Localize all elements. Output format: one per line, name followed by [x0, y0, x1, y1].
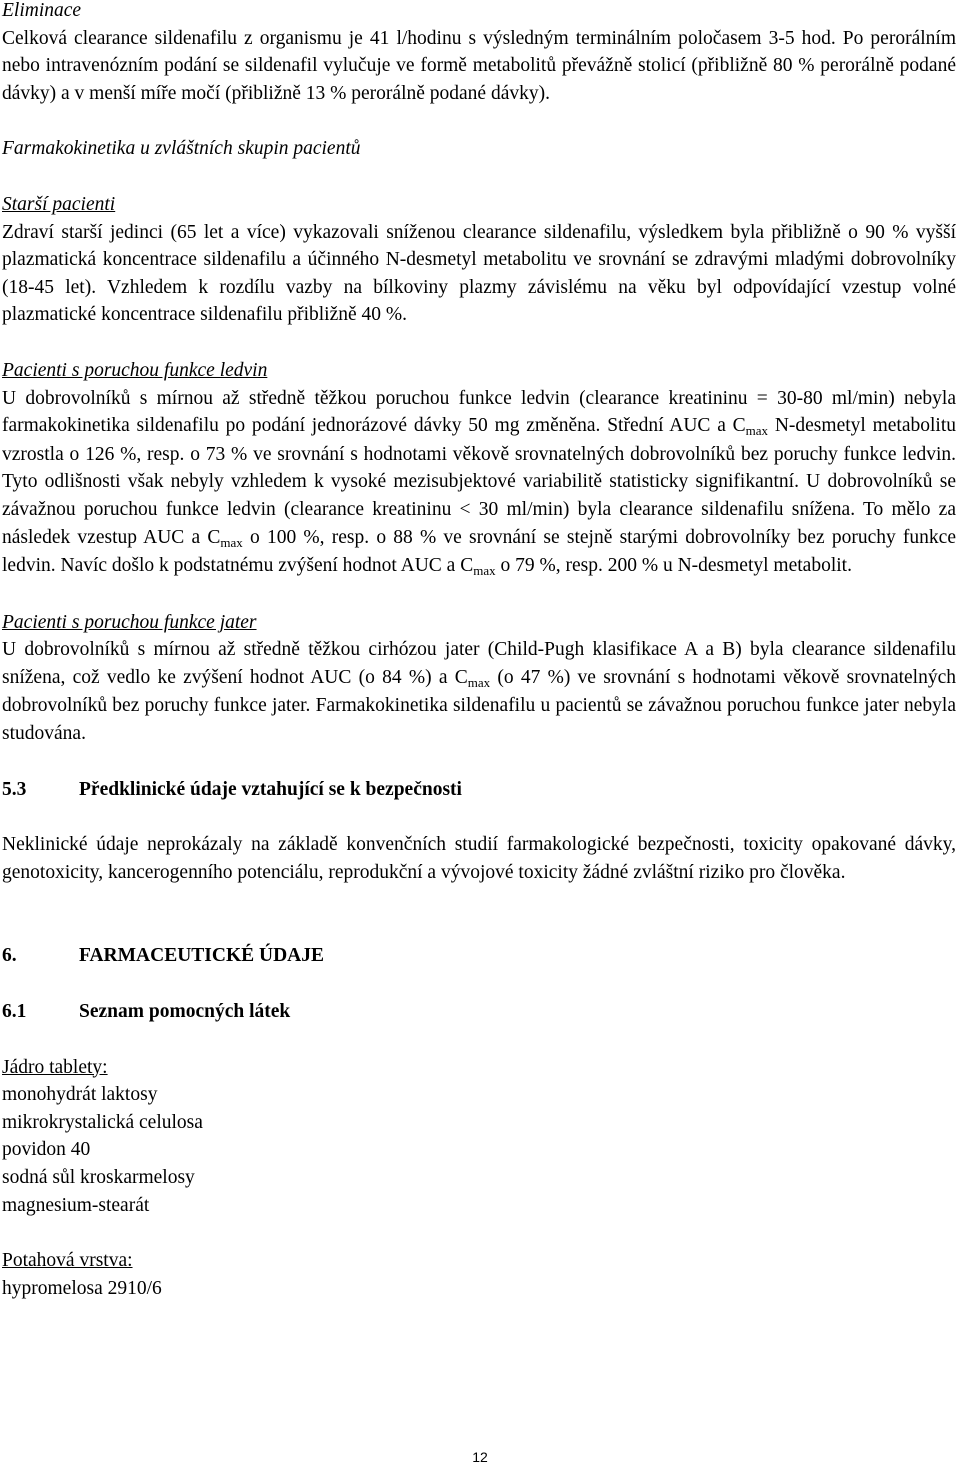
- excipient-list-item: mikrokrystalická celulosa: [2, 1111, 203, 1133]
- excipient-list-item: sodná sůl kroskarmelosy: [2, 1167, 195, 1188]
- cmax-subscript: max: [220, 534, 243, 550]
- cmax-subscript: max: [467, 674, 491, 690]
- section-number: 6.1: [2, 1001, 27, 1023]
- excipient-list-item: monohydrát laktosy: [2, 1084, 158, 1106]
- section-title: Předklinické údaje vztahující se k bezpečnosti: [79, 778, 462, 800]
- elimination-heading: Eliminace: [2, 0, 82, 21]
- hepatic-text-2: (o 47 %) ve srovnání s hodnotami věkově srovnatelných dobrovolníků bez poruchy funkce jater. Farmakokinetika sildenafilu u pacientů se závažnou poruchou funkce jater nebyla studována.: [2, 666, 957, 745]
- tablet-core-heading: Jádro tablety:: [2, 1056, 108, 1078]
- excipient-list-item: hypromelosa 2910/6: [2, 1277, 162, 1299]
- elderly-paragraph: Zdraví starší jedinci (65 let a více) vykazovali sníženou clearance sildenafilu, výsledkem byla přibližně o 90 % vyšší plazmatická koncentrace sildenafilu a účinného N-desmetyl metabolitu ve srovnání se zdravými mladými dobrovolníky (18-45 let). Vzhledem k rozdílu vazby na bílkoviny plazmy závislému na věku byl odpovídající vzestup volné plazmatické koncentrace sildenafilu přibližně 40 %.: [2, 221, 956, 326]
- renal-heading: Pacienti s poruchou funkce ledvin: [2, 359, 268, 381]
- section-6-heading: [2, 942, 956, 970]
- section-number: 6.: [2, 945, 17, 967]
- section-title: FARMACEUTICKÉ ÚDAJE: [79, 945, 325, 967]
- document-page: [2, 0, 956, 1302]
- special-groups-heading: Farmakokinetika u zvláštních skupin pacientů: [2, 138, 361, 160]
- elimination-paragraph: Celková clearance sildenafilu z organismu je 41 l/hodinu s výsledným terminálním poločasem 3-5 hod. Po perorálním nebo intravenózním podání se sildenafil vylučuje ve formě metabolitů převážně stolicí (přibližně 80 % perorálně podané dávky) a v menší míře močí (přibližně 13 % perorálně podané dávky).: [2, 27, 956, 104]
- section-number: 5.3: [2, 778, 27, 800]
- renal-text-1: U dobrovolníků s mírnou až středně těžkou poruchou funkce ledvin (clearance kreatininu = 30-80 ml/min) nebyla farmakokinetika sildenafilu po podání jednorázové dávky 50 mg změněna. Střední AUC a C: [2, 387, 956, 437]
- section-5-3-heading: [2, 776, 956, 804]
- renal-text-4: o 79 %, resp. 200 % u N-desmetyl metabolit.: [495, 555, 852, 577]
- excipient-list-item: magnesium-stearát: [2, 1194, 150, 1216]
- coating-heading: Potahová vrstva:: [2, 1250, 133, 1272]
- elderly-heading: Starší pacienti: [2, 193, 116, 215]
- renal-text-3: o 100 %, resp. o 88 % ve srovnání se stejně starými dobrovolníky bez poruchy funkce ledvin. Navíc došlo k podstatnému zvýšení hodnot AUC a C: [2, 526, 956, 577]
- hepatic-heading: Pacienti s poruchou funkce jater: [2, 611, 257, 633]
- page-number: 12: [472, 1449, 488, 1465]
- section-title: Seznam pomocných látek: [79, 1001, 291, 1023]
- section-6-1-heading: [2, 998, 956, 1026]
- cmax-subscript: max: [473, 563, 496, 579]
- renal-text-2: N-desmetyl metabolitu vzrostla o 126 %, resp. o 73 % ve srovnání s hodnotami věkově srovnatelných dobrovolníků bez poruchy funkce ledvin. Tyto odlišnosti však nebyly vzhledem k vysoké mezisubjektové variabilitě statisticky signifikantní. U dobrovolníků se závažnou poruchou funkce ledvin (clearance kreatininu < 30 ml/min) byla clearance sildenafilu snížena. To mělo za následek vzestup AUC a C: [2, 415, 956, 548]
- preclinical-paragraph: Neklinické údaje neprokázaly na základě konvenčních studií farmakologické bezpečnosti, toxicity opakované dávky, genotoxicity, kancerogenního potenciálu, reprodukční a vývojové toxicity žádné zvláštní riziko pro člověka.: [2, 834, 956, 883]
- excipient-list-item: povidon 40: [2, 1139, 91, 1161]
- hepatic-paragraph: [2, 636, 956, 747]
- cmax-subscript: max: [745, 423, 769, 439]
- hepatic-text-1: U dobrovolníků s mírnou až středně těžkou cirhózou jater (Child-Pugh klasifikace A a B) byla clearance sildenafilu snížena, což vedlo ke zvýšení hodnot AUC (o 84 %) a C: [2, 639, 956, 688]
- renal-paragraph: [2, 385, 956, 581]
